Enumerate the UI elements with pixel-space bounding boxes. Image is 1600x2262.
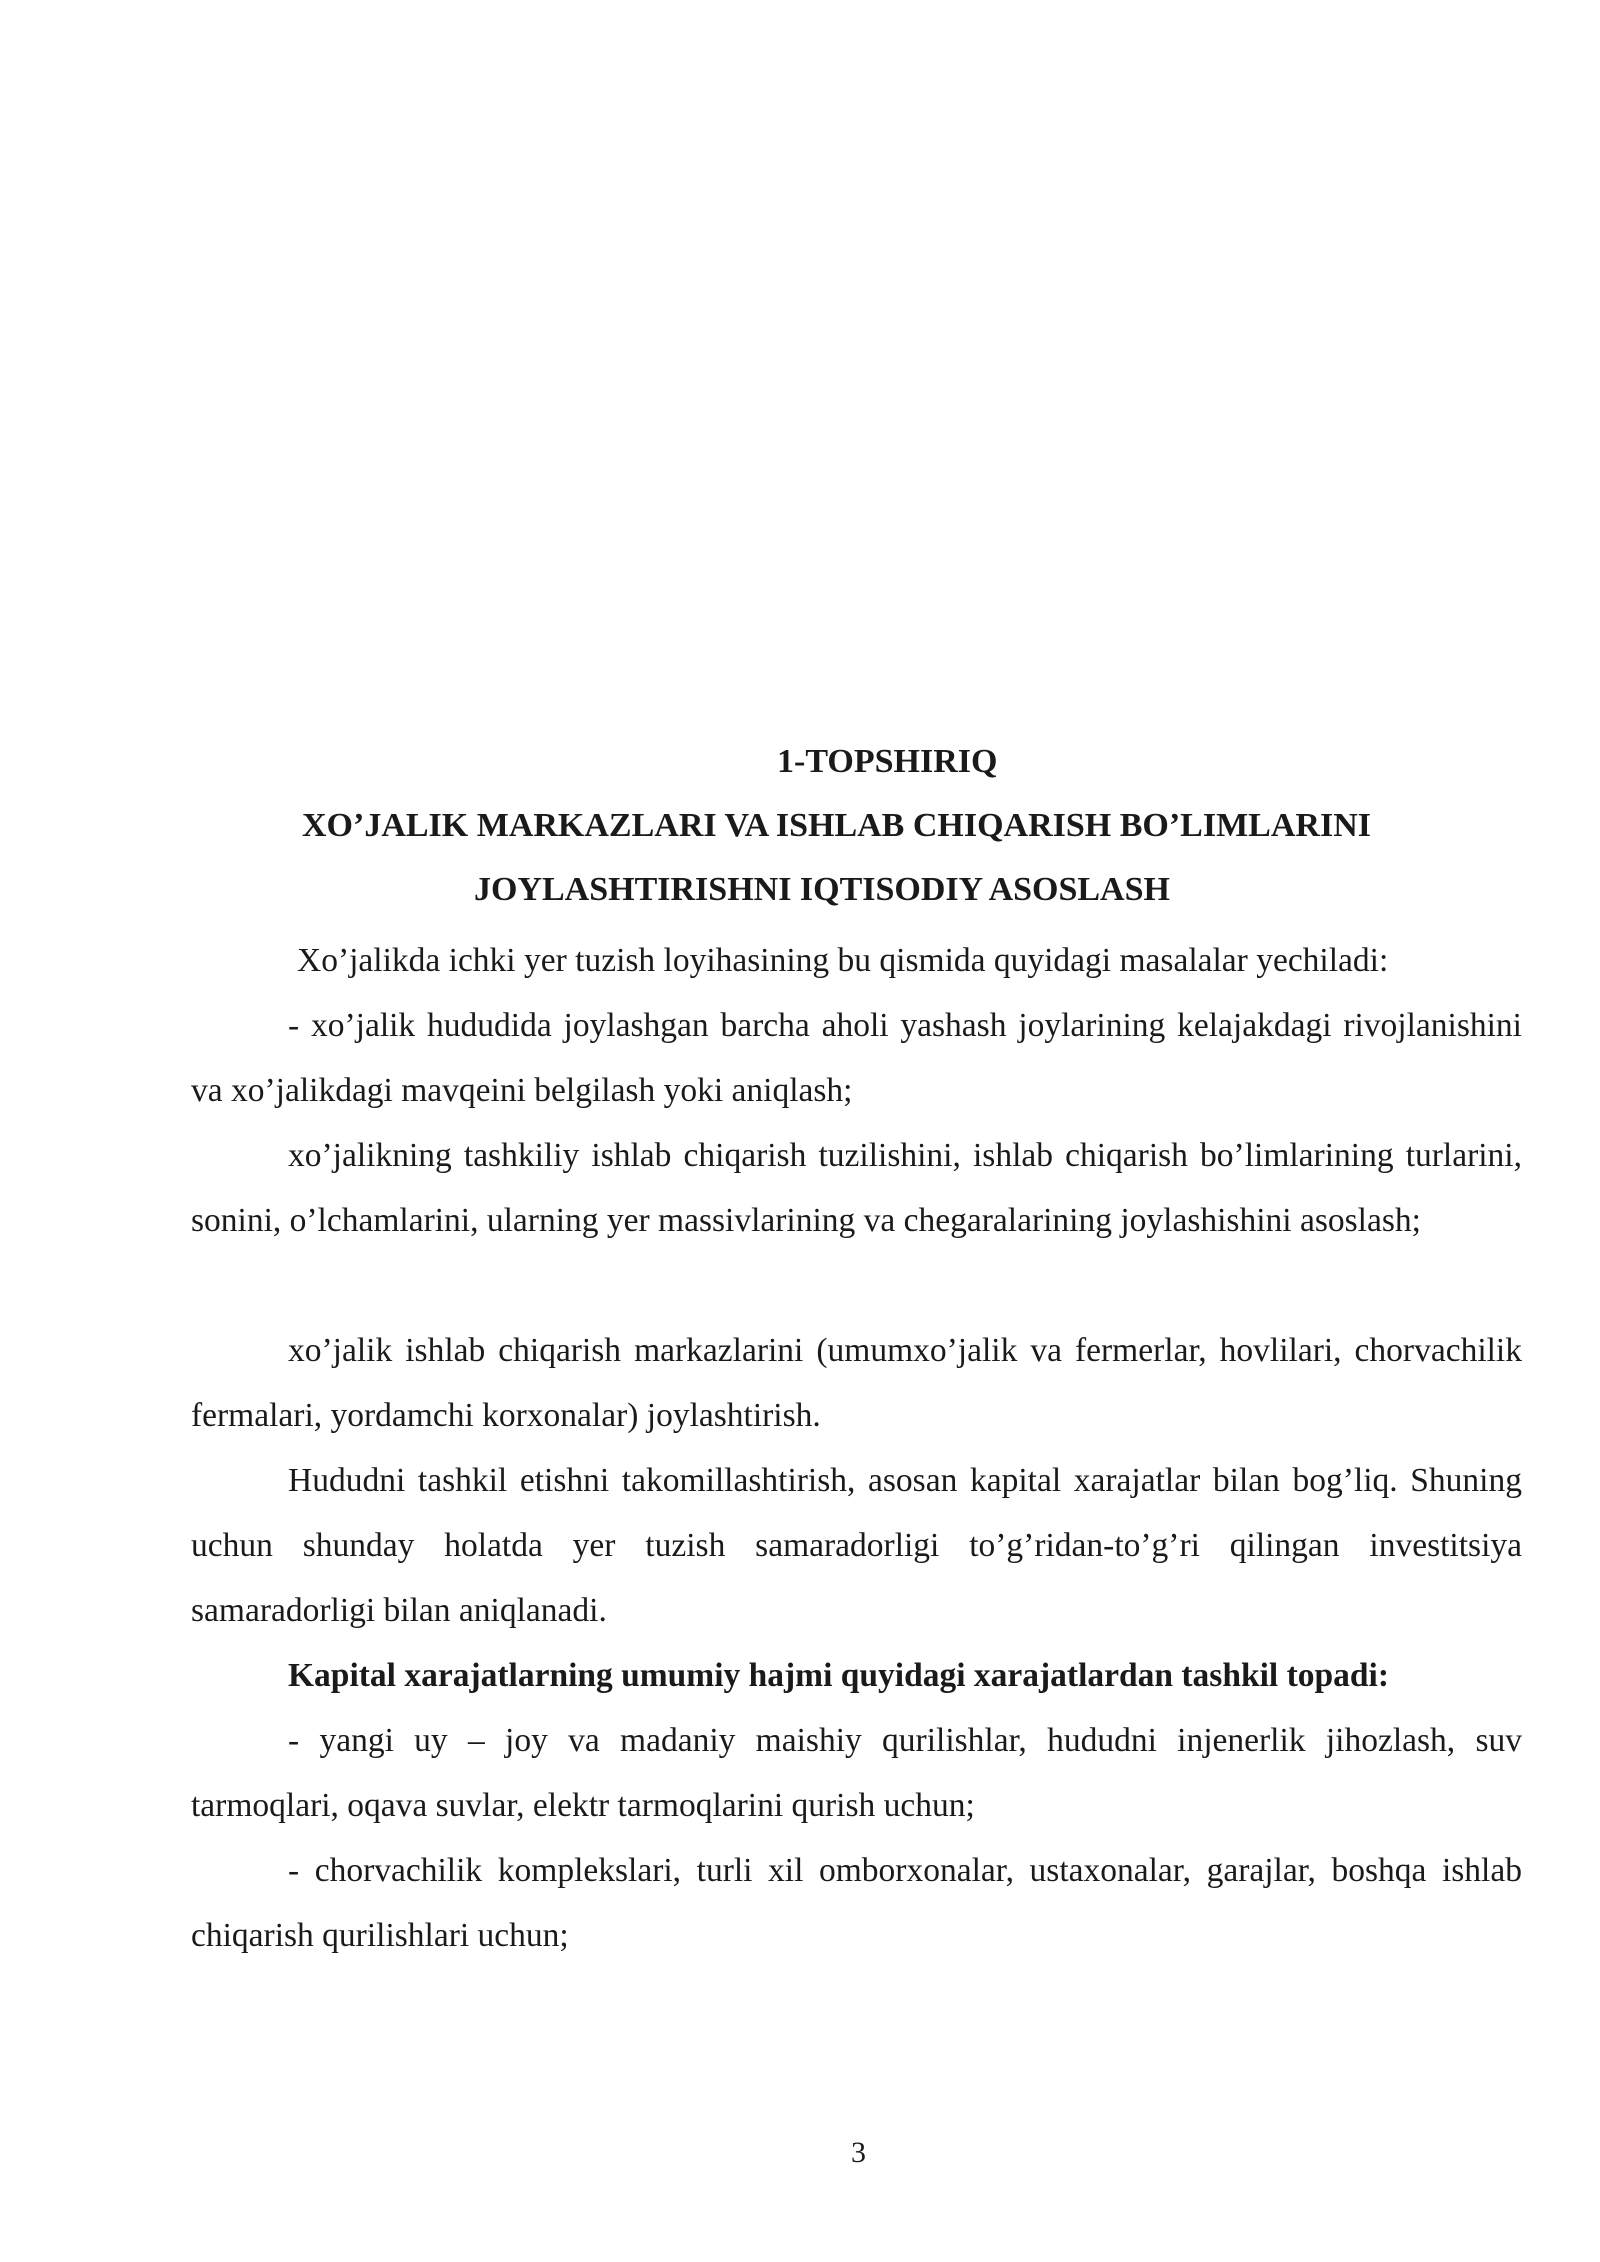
title-line-1: XO’JALIK MARKAZLARI VA ISHLAB CHIQARISH BO’LIMLARINI <box>302 807 1371 844</box>
paragraph-capital-item-housing: - yangi uy – joy va madaniy maishiy qurilishlar, hududni injenerlik jihozlash, suv tarmoqlari, oqava suvlar, elektr tarmoqlarini qurish uchun; <box>191 1722 1522 1824</box>
paragraph-item-structure: xo’jalikning tashkiliy ishlab chiqarish tuzilishini, ishlab chiqarish bo’limlarining turlarini, sonini, o’lchamlarini, ularning yer massivlarining va chegaralarining joylashishini asoslash; <box>191 1137 1522 1239</box>
title-line-2: JOYLASHTIRISHNI IQTISODIY ASOSLASH <box>474 871 1170 908</box>
paragraph-item-settlements: - xo’jalik hududida joylashgan barcha aholi yashash joylarining kelajakdagi rivojlanishini va xo’jalikdagi mavqeini belgilash yoki aniqlash; <box>191 1007 1522 1109</box>
page-number: 3 <box>851 2136 866 2169</box>
paragraph-investment: Hududni tashkil etishni takomillashtirish, asosan kapital xarajatlar bilan bog’liq. Shuning uchun shunday holatda yer tuzish samaradorligi to’g’ridan-to’g’ri qilingan investitsiya samaradorligi bilan aniqlanadi. <box>191 1462 1522 1629</box>
paragraph-item-centers: xo’jalik ishlab chiqarish markazlarini (umumxo’jalik va fermerlar, hovlilari, chorvachilik fermalari, yordamchi korxonalar) joylashtirish. <box>191 1332 1522 1434</box>
paragraph-capital-heading: Kapital xarajatlarning umumiy hajmi quyidagi xarajatlardan tashkil topadi: <box>288 1657 1389 1694</box>
paragraph-intro: Xo’jalikda ichki yer tuzish loyihasining bu qismida quyidagi masalalar yechiladi: <box>297 942 1389 979</box>
paragraph-capital-item-production: - chorvachilik komplekslari, turli xil omborxonalar, ustaxonalar, garajlar, boshqa ishlab chiqarish qurilishlari uchun; <box>191 1852 1522 1954</box>
task-label: 1-TOPSHIRIQ <box>777 743 998 780</box>
